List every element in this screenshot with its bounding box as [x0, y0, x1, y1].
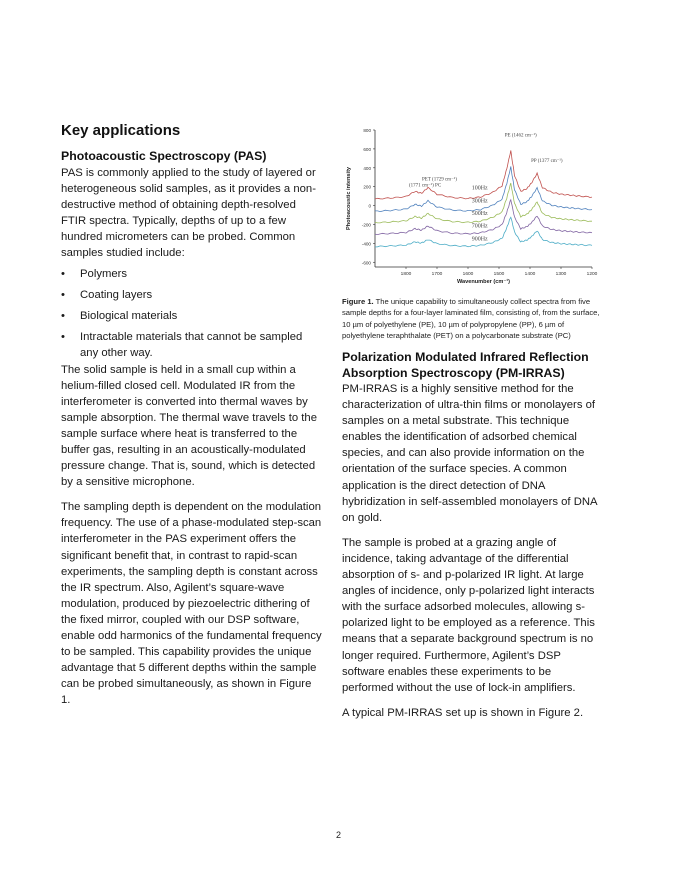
pas-title: Photoacoustic Spectroscopy (PAS) — [61, 149, 267, 163]
x-tick-label: 1300 — [555, 272, 567, 277]
page-number: 2 — [336, 830, 342, 840]
pm-irras-title: Polarization Modulated Infrared Reflection Absorption Spectroscopy (PM-IRRAS) — [342, 350, 589, 380]
y-tick-label: 0 — [368, 203, 371, 209]
x-tick-label: 1500 — [493, 272, 505, 277]
y-axis-label: Photoacoustic intensity — [346, 166, 352, 231]
list-item-text: Coating layers — [80, 289, 153, 302]
figure-1-caption — [342, 296, 604, 341]
y-tick-label: -400 — [361, 241, 371, 247]
section-heading: Key applications — [61, 122, 181, 139]
list-item-text: Intractable materials that cannot be sampled any other way. — [80, 331, 303, 360]
bullet-icon: • — [61, 289, 65, 302]
y-tick-label: -200 — [361, 222, 371, 228]
list-item — [61, 287, 323, 303]
list-item — [61, 308, 323, 324]
list-item-text: Polymers — [80, 268, 128, 281]
y-tick-label: 800 — [363, 128, 371, 133]
pas-intro-paragraph: PAS is commonly applied to the study of layered or heterogeneous solid samples, as it provides a non-destructive method of obtaining depth-resolved FTIR spectra. Typically, depths of up to a few hundred micrometers can be probed. Common samples studied include: — [61, 166, 316, 259]
pm-irras-paragraph-1: PM-IRRAS is a highly sensitive method for the characterization of ultra-thin films or monolayers of samples on a metal substrate. This technique enables the identification of adsorbed chemical species, and can also provide information on the orientation of the surface species. A common application is the direct detection of DNA hybridization in self-assembled monolayers of DNA on gold. — [342, 383, 597, 524]
x-tick-label: 1400 — [524, 272, 536, 277]
pas-paragraph-cell: The solid sample is held in a small cup within a helium-filled closed cell. Modulated IR from the interferometer is converted into thermal waves by sample absorption. The thermal wave travels to the sample surface where heat is transferred to the buffer gas, resulting in an acoustically-modulated pressure change. That is, sound, which is detected by a sensitive microphone. — [61, 363, 317, 489]
series-label: 900Hz — [471, 236, 488, 243]
pm-irras-paragraph-2: The sample is probed at a grazing angle of incidence, taking advantage of the differential absorption of s- and p-polarized IR light. At large angles of incidence, only p-polarized light interacts with the surface adsorbed molecules, allowing s-polarized light to be employed as a reference. This means that a separate background spectrum is no longer required. Furthermore, Agilent’s DSP software enables these experiments to be performed without the use of lock-in amplifiers. — [342, 536, 595, 694]
pm-irras-paragraph-3: A typical PM-IRRAS set up is shown in Figure 2. — [342, 706, 584, 719]
series-label: 700Hz — [471, 223, 488, 230]
sample-list — [61, 266, 323, 361]
list-item-text: Biological materials — [80, 310, 178, 323]
annotation-label: PP (1377 cm⁻¹) — [531, 159, 563, 165]
pas-paragraph-depth: The sampling depth is dependent on the modulation frequency. The use of a phase-modulated step-scan interferometer in the PAS experiment offers the significant benefit that, in contrast to rapid-scan experiments, the sampling depth is constant across the IR spectrum. Also, Agilent’s square-wave modulation, produced by piezoelectric dithering of the fixed mirror, coupled with our DSP software, enable odd harmonics of the fundamental frequency to be sampled. This capability provides the unique advantage that 5 different depths within the sample can be probed simultaneously, as shown in Figure 1. — [61, 501, 322, 707]
list-item — [61, 266, 323, 282]
series-label: 100Hz — [471, 185, 488, 192]
annotation-label: (1771 cm⁻¹) PC — [408, 183, 442, 189]
annotation-label: PE (1462 cm⁻¹) — [504, 133, 537, 139]
y-tick-label: 200 — [363, 184, 371, 190]
caption-text: The unique capability to simultaneously collect spectra from five sample depths for a four-layer laminated film, consisting of, from the surface, 10 µm of polyethylene (PE), 10 µm of polypropylene (PP), 6 µm of polyethylene teraphthalate (PET) on a polycarbonate substrate (PC) — [342, 297, 600, 340]
bullet-icon: • — [61, 310, 65, 323]
list-item — [61, 329, 323, 361]
caption-label: Figure 1. — [342, 297, 374, 306]
y-tick-label: -600 — [361, 260, 371, 266]
figure-1-chart — [342, 124, 604, 289]
series-label: 500Hz — [471, 211, 488, 218]
x-tick-label: 1800 — [400, 272, 412, 277]
bullet-icon: • — [61, 268, 65, 281]
y-tick-label: 400 — [363, 165, 371, 171]
annotation-label: PET (1729 cm⁻¹) — [422, 177, 457, 183]
x-tick-label: 1600 — [462, 272, 474, 277]
left-column — [61, 120, 323, 709]
series-line — [375, 150, 592, 199]
right-column — [342, 350, 604, 721]
x-axis-label: Wavenumber (cm⁻¹) — [456, 279, 511, 285]
x-tick-label: 1700 — [431, 272, 443, 277]
x-tick-label: 1200 — [586, 272, 598, 277]
y-tick-label: 600 — [363, 146, 371, 152]
bullet-icon: • — [61, 331, 65, 344]
series-label: 300Hz — [471, 198, 488, 205]
